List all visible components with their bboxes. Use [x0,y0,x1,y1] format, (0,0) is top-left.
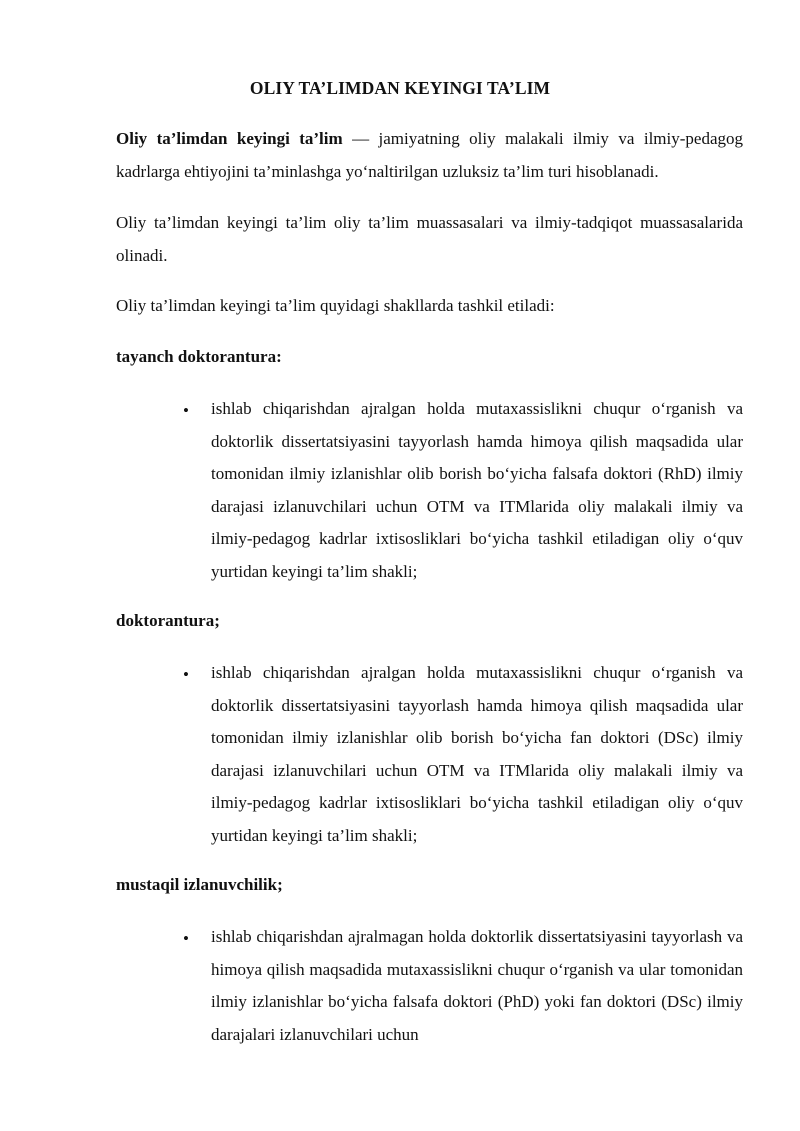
list-item-basic-doctorate: ishlab chiqarishdan ajralgan holda mutaxassislikni chuqur o‘rganish va doktorlik dissertatsiyasini tayyorlash hamda himoya qilish maqsadida ular tomonidan ilmiy izlanishlar olib borish bo‘yicha falsafa doktori (RhD) ilmiy darajasi izlanuvchilari uchun OTM va ITMlarida oliy malakali ilmiy va ilmiy-pedagog kadrlar ixtisosliklari bo‘yicha tashkil etiladigan oliy o‘quv yurtidan keyingi ta’lim shakli; [211,399,743,581]
intro-term: Oliy ta’limdan keyingi ta’lim [116,129,343,148]
page-title: OLIY TA’LIMDAN KEYINGI TA’LIM [249,78,551,98]
section-heading-independent-research: mustaqil izlanuvchilik; [116,875,283,894]
list-item-doctorate: ishlab chiqarishdan ajralgan holda mutaxassislikni chuqur o‘rganish va doktorlik dissertatsiyasini tayyorlash hamda himoya qilish maqsadida ular tomonidan ilmiy izlanishlar olib borish bo‘yicha fan doktori (DSc) ilmiy darajasi izlanuvchilari uchun OTM va ITMlarida oliy malakali ilmiy va ilmiy-pedagog kadrlar ixtisosliklari bo‘yicha tashkil etiladigan oliy o‘quv yurtidan keyingi ta’lim shakli; [211,663,743,845]
list-item-independent-research: ishlab chiqarishdan ajralmagan holda doktorlik dissertatsiyasini tayyorlash va himoya qilish maqsadida mutaxassislikni chuqur o‘rganish va ular tomonidan ilmiy izlanishlar bo‘yicha falsafa doktori (PhD) yoki fan doktori (DSc) ilmiy darajalari izlanuvchilari uchun [211,927,743,1044]
bullet-icon: • [183,929,189,948]
intro-paragraph [116,122,743,188]
bullet-icon: • [183,401,189,420]
paragraph-institutions: Oliy ta’limdan keyingi ta’lim oliy ta’lim muassasalari va ilmiy-tadqiqot muassasalarida olinadi. [116,213,743,265]
bullet-icon: • [183,665,189,684]
section-heading-basic-doctorate: tayanch doktorantura: [116,347,282,366]
section-heading-doctorate: doktorantura; [116,611,220,630]
intro-definition: — jamiyatning oliy malakali ilmiy va ilmiy-pedagog kadrlarga ehtiyojini ta’minlashga yo‘naltirilgan uzluksiz ta’lim turi hisoblanadi. [116,129,743,181]
paragraph-forms: Oliy ta’limdan keyingi ta’lim quyidagi shakllarda tashkil etiladi: [116,296,555,315]
